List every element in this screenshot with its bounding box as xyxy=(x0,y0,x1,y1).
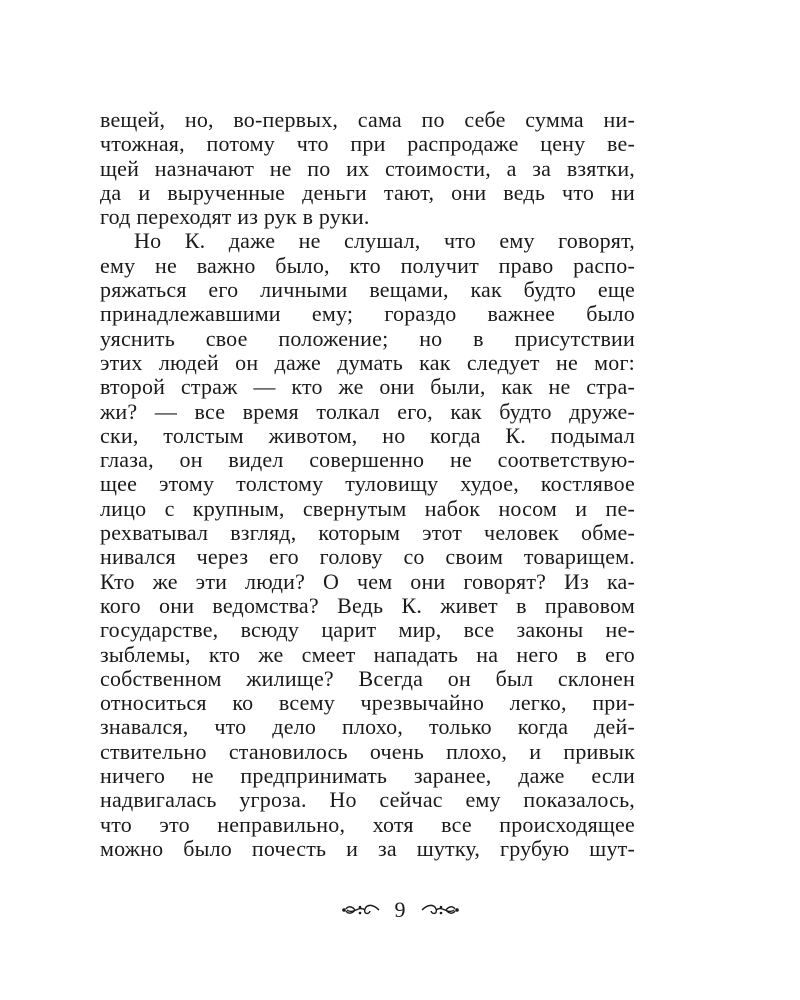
text-line: год переходят из рук в руки. xyxy=(100,204,370,230)
text-line: уяснить свое положение; но в присутствии xyxy=(100,325,635,351)
text-line: глаза, он видел совершенно не соответствую- xyxy=(100,447,635,473)
text-line: рехватывал взгляд, которым этот человек обме- xyxy=(100,520,635,546)
text-line: ствительно становилось очень плохо, и привык xyxy=(100,738,635,764)
text-line: второй страж — кто же они были, как не стра- xyxy=(100,374,635,400)
text-line: надвигалась угроза. Но сейчас ему показалось, xyxy=(100,787,635,813)
text-line: кого они ведомства? Ведь К. живет в правовом xyxy=(100,592,635,618)
text-line: что это неправильно, хотя все происходящее xyxy=(100,811,635,837)
text-line: щей назначают не по их стоимости, а за взятки, xyxy=(100,155,635,181)
text-line: знавался, что дело плохо, только когда дей- xyxy=(100,714,635,740)
text-line: зыблемы, кто же смеет нападать на него в его xyxy=(100,641,635,667)
text-line: собственном жилище? Всегда он был склонен xyxy=(100,665,635,691)
text-line: ничего не предпринимать заранее, даже если xyxy=(100,763,635,789)
text-line: жи? — все время толкал его, как будто друже- xyxy=(100,398,635,424)
text-line: щее этому толстому туловищу худое, костлявое xyxy=(100,471,635,497)
page-number: 9 xyxy=(394,897,406,922)
text-line: ски, толстым животом, но когда К. подымал xyxy=(100,422,635,448)
text-line: этих людей он даже думать как следует не мог: xyxy=(100,349,635,375)
text-line: вещей, но, во-первых, сама по себе сумма ни- xyxy=(100,107,635,132)
page-footer xyxy=(0,895,800,925)
flourish-ornament-left-icon xyxy=(341,900,381,920)
text-line: чтожная, потому что при распродаже цену ве- xyxy=(100,131,635,157)
text-line: ряжаться его личными вещами, как будто еще xyxy=(100,277,635,303)
text-line: лицо с крупным, свернутым набок носом и пе- xyxy=(100,495,635,521)
text-line: государстве, всюду царит мир, все законы не- xyxy=(100,617,635,643)
text-line: да и вырученные деньги тают, они ведь что ни xyxy=(100,179,635,205)
text-line: Но К. даже не слушал, что ему говорят, xyxy=(134,228,635,254)
text-line: можно было почесть и за шутку, грубую шут- xyxy=(100,835,635,861)
text-line: ему не важно было, кто получит право распо- xyxy=(100,252,635,278)
flourish-ornament-right-icon xyxy=(420,900,460,920)
text-line: принадлежавшими ему; гораздо важнее было xyxy=(100,301,635,327)
text-line: относиться ко всему чрезвычайно легко, при- xyxy=(100,690,635,716)
text-line: нивался через его голову со своим товарищем. xyxy=(100,544,635,570)
body-text xyxy=(100,108,635,861)
text-line: Кто же эти люди? О чем они говорят? Из ка- xyxy=(100,568,635,594)
